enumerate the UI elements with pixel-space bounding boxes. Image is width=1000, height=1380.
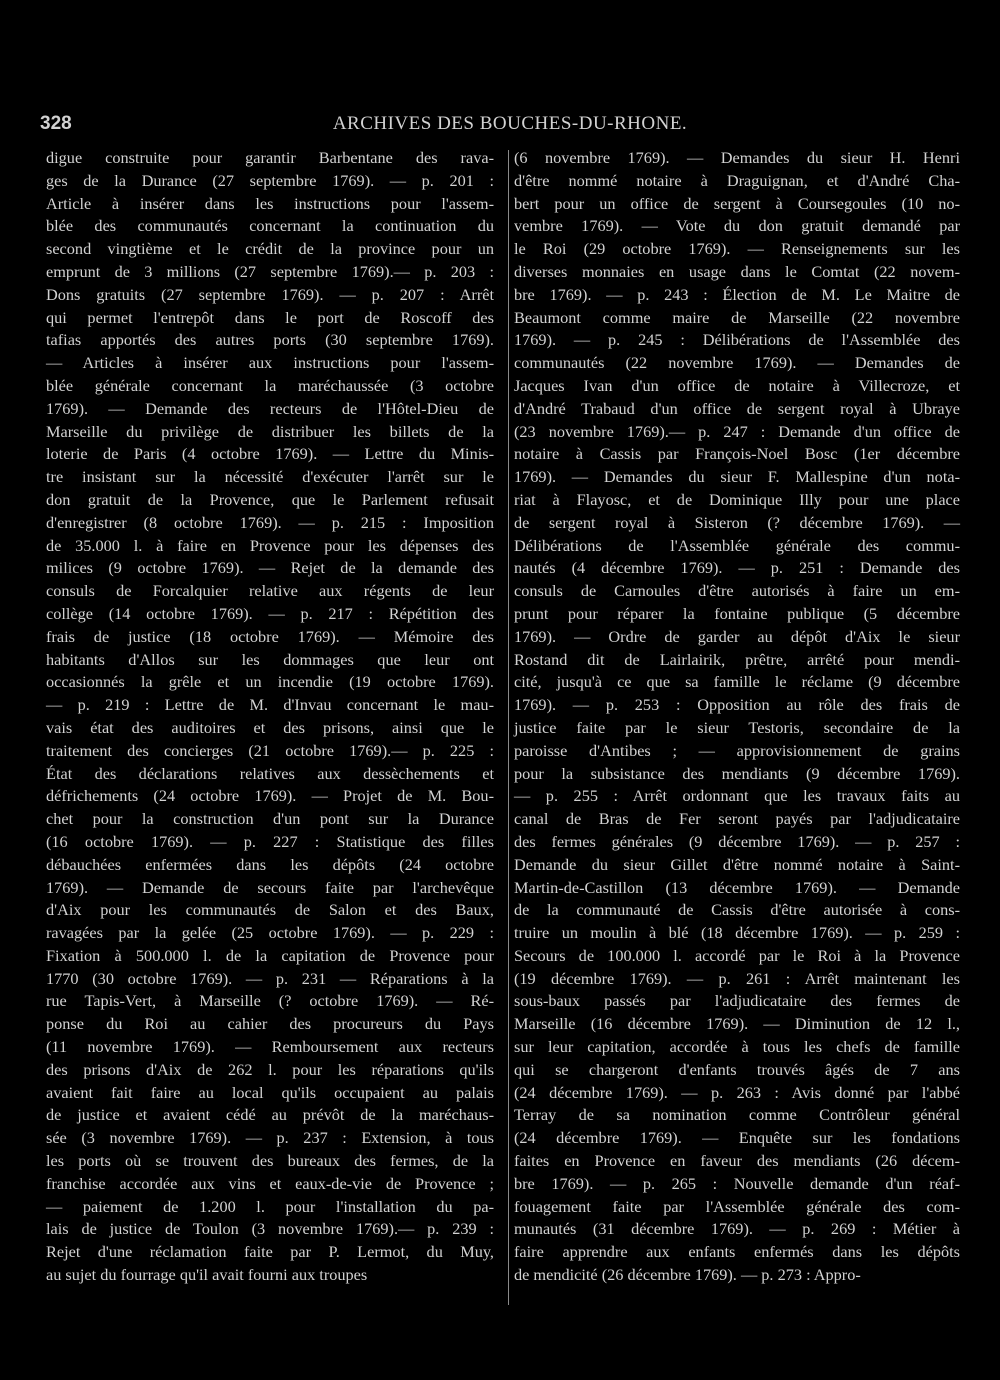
- left-column-line: Article à insérer dans les instructions pour l'assem-: [46, 193, 494, 213]
- right-column-line: faire apprendre aux enfants enfermés dans les dépôts: [514, 1242, 960, 1262]
- left-column-line: second vingtième et le crédit de la province pour un: [46, 239, 494, 259]
- right-column-line: (24 décembre 1769). — Enquête sur les fondations: [514, 1128, 960, 1148]
- right-column-line: Martin-de-Castillon (13 décembre 1769). — Demande: [514, 877, 960, 897]
- right-column-line: faites en Provence en faveur des mendiants (26 décem-: [514, 1151, 960, 1171]
- left-column-line: blée des communautés concernant la continuation du: [46, 216, 494, 236]
- right-column-line: des fermes générales (9 décembre 1769). — p. 257 :: [514, 831, 960, 851]
- left-column-line: 1770 (30 octobre 1769). — p. 231 — Réparations à la: [46, 968, 494, 988]
- right-column-line: 1769). — Demandes du sieur F. Mallespine d'un nota-: [514, 467, 960, 487]
- page-header: [40, 113, 980, 143]
- right-column-line: sous-baux passés par l'adjudicataire des fermes de: [514, 991, 960, 1011]
- left-column-line: collège (14 octobre 1769). — p. 217 : Répétition des: [46, 603, 494, 623]
- right-column-line: nautés (4 décembre 1769). — p. 251 : Demande des: [514, 558, 960, 578]
- left-column-line: occasionnés la grêle et un incendie (19 octobre 1769).: [46, 672, 494, 692]
- right-column-line: sur leur capitation, accordée à tous les chefs de famille: [514, 1037, 960, 1057]
- right-column-line: qui se chargeront d'enfants trouvés âgés de 7 ans: [514, 1059, 960, 1079]
- left-column-line: — paiement de 1.200 l. pour l'installation du pa-: [46, 1196, 494, 1216]
- right-column-line: riat à Flayosc, et de Dominique Illy pour une place: [514, 489, 960, 509]
- left-column-line: ges de la Durance (27 septembre 1769). — p. 201 :: [46, 170, 494, 190]
- right-column-line: de la communauté de Cassis d'être autorisée à cons-: [514, 900, 960, 920]
- right-column-line: — p. 255 : Arrêt ordonnant que les travaux faits au: [514, 786, 960, 806]
- left-column-line: sée (3 novembre 1769). — p. 237 : Extension, à tous: [46, 1128, 494, 1148]
- right-column-line: Jacques Ivan d'un office de notaire à Villecroze, et: [514, 375, 960, 395]
- right-column-line: cité, jusqu'à ce que sa famille le réclame (9 décembre: [514, 672, 960, 692]
- right-column-line: (6 novembre 1769). — Demandes du sieur H. Henri: [514, 148, 960, 167]
- left-column-line: — p. 219 : Lettre de M. d'Invau concernant le mau-: [46, 695, 494, 715]
- left-column-line: don gratuit de la Provence, que le Parlement refusait: [46, 489, 494, 509]
- right-column-line: paroisse d'Antibes ; — approvisionnement de grains: [514, 740, 960, 760]
- right-column-line: Secours de 100.000 l. accordé par le Roi à la Provence: [514, 945, 960, 965]
- left-column-line: de justice et avaient cédé au prévôt de la maréchaus-: [46, 1105, 494, 1125]
- right-column-line: consuls de Carnoules d'être autorisés à faire un em-: [514, 581, 960, 601]
- right-column-line: le Roi (29 octobre 1769). — Renseignements sur les: [514, 239, 960, 259]
- left-column-line: traitement des concierges (21 octobre 1769).— p. 225 :: [46, 740, 494, 760]
- right-column-line: (23 novembre 1769).— p. 247 : Demande d'un office de: [514, 421, 960, 441]
- left-column-line: habitants d'Allos sur les dommages que leur ont: [46, 649, 494, 669]
- left-column-line: débauchées enfermées dans les dépôts (24 octobre: [46, 854, 494, 874]
- right-column-line: Beaumont comme maire de Marseille (22 novembre: [514, 307, 960, 327]
- right-column-line: bert pour un office de sergent à Coursegoules (10 no-: [514, 193, 960, 213]
- right-column-line: communautés (22 novembre 1769). — Demandes de: [514, 353, 960, 373]
- left-column-line: Marseille du privilège de distribuer les billets de la: [46, 421, 494, 441]
- right-column-line: justice faite par le sieur Testoris, secondaire de la: [514, 717, 960, 737]
- right-column-line: Marseille (16 décembre 1769). — Diminution de 12 l.,: [514, 1014, 960, 1034]
- right-column-line: (19 décembre 1769). — p. 261 : Arrêt maintenant les: [514, 968, 960, 988]
- right-column-line: munautés (31 décembre 1769). — p. 269 : Métier à: [514, 1219, 960, 1239]
- left-column-line: — Articles à insérer aux instructions pour l'assem-: [46, 353, 494, 373]
- right-column-line: 1769). — p. 253 : Opposition au rôle des frais de: [514, 695, 960, 715]
- left-column-line: d'enregistrer (8 octobre 1769). — p. 215 : Imposition: [46, 512, 494, 532]
- right-column-line: de mendicité (26 décembre 1769). — p. 273 : Appro-: [514, 1265, 861, 1285]
- left-column-line: (16 octobre 1769). — p. 227 : Statistique des filles: [46, 831, 494, 851]
- left-column-line: ponse du Roi au cahier des procureurs du Pays: [46, 1014, 494, 1034]
- left-column-line: chet pour la construction d'un pont sur la Durance: [46, 809, 494, 829]
- left-column-line: État des déclarations relatives aux dessèchements et: [46, 763, 494, 783]
- right-column-line: diverses monnaies en usage dans le Comtat (22 novem-: [514, 261, 960, 281]
- left-column-line: milices (9 octobre 1769). — Rejet de la demande des: [46, 558, 494, 578]
- left-column-line: Rejet d'une réclamation faite par P. Lermot, du Muy,: [46, 1242, 494, 1262]
- left-column-line: lais de justice de Toulon (3 novembre 1769).— p. 239 :: [46, 1219, 494, 1239]
- right-column-line: fouagement faite par l'Assemblée générale des com-: [514, 1196, 960, 1216]
- right-column-line: Rostand dit de Lairlairik, prêtre, arrêté pour mendi-: [514, 649, 960, 669]
- right-column: [514, 147, 960, 1287]
- right-column-line: 1769). — Ordre de garder au dépôt d'Aix le sieur: [514, 626, 960, 646]
- left-column-line: les ports où se trouvent des bureaux des fermes, de la: [46, 1151, 494, 1171]
- left-column-line: blée générale concernant la maréchaussée (3 octobre: [46, 375, 494, 395]
- right-column-line: de sergent royal à Sisteron (? décembre 1769). —: [514, 512, 960, 532]
- left-column-line: Fixation à 500.000 l. de la capitation de Provence pour: [46, 945, 494, 965]
- left-column-line: Dons gratuits (27 septembre 1769). — p. 207 : Arrêt: [46, 284, 494, 304]
- left-column-line: au sujet du fourrage qu'il avait fourni aux troupes: [46, 1265, 368, 1285]
- right-column-line: Terray de sa nomination comme Contrôleur général: [514, 1105, 960, 1125]
- left-column-line: qui permet l'entrepôt dans le port de Roscoff des: [46, 307, 494, 327]
- right-column-line: vembre 1769). — Vote du don gratuit demandé par: [514, 216, 960, 236]
- left-column-line: vais état des auditoires et des prisons, ainsi que le: [46, 717, 494, 737]
- right-column-line: (24 décembre 1769). — p. 263 : Avis donné par l'abbé: [514, 1082, 960, 1102]
- left-column-line: tre insistant sur la nécessité d'exécuter l'arrêt sur le: [46, 467, 494, 487]
- right-column-line: bre 1769). — p. 243 : Élection de M. Le Maitre de: [514, 284, 960, 304]
- left-column-line: digue construite pour garantir Barbentane des rava-: [46, 148, 494, 167]
- page-number: 328: [40, 113, 72, 134]
- left-column-line: rue Tapis-Vert, à Marseille (? octobre 1769). — Ré-: [46, 991, 494, 1011]
- left-column-line: ravagées par la gelée (25 octobre 1769). — p. 229 :: [46, 923, 494, 943]
- left-column-line: (11 novembre 1769). — Remboursement aux recteurs: [46, 1037, 494, 1057]
- left-column-line: frais de justice (18 octobre 1769). — Mémoire des: [46, 626, 494, 646]
- right-column-line: pour la subsistance des mendiants (9 décembre 1769).: [514, 763, 960, 783]
- right-column-line: 1769). — p. 245 : Délibérations de l'Assemblée des: [514, 330, 960, 350]
- left-column-line: avaient fait faire au local qu'ils occupaient au palais: [46, 1082, 494, 1102]
- left-column-line: tafias apportés des autres ports (30 septembre 1769).: [46, 330, 494, 350]
- right-column-line: truire un moulin à blé (18 décembre 1769). — p. 259 :: [514, 923, 960, 943]
- left-column-line: des prisons d'Aix de 262 l. pour les réparations qu'ils: [46, 1059, 494, 1079]
- left-column-line: de 35.000 l. à faire en Provence pour les dépenses des: [46, 535, 494, 555]
- column-divider: [508, 150, 509, 1305]
- right-column-line: Délibérations de l'Assemblée générale des commu-: [514, 535, 960, 555]
- right-column-line: d'être nommé notaire à Draguignan, et d'André Cha-: [514, 170, 960, 190]
- left-column-line: 1769). — Demande de secours faite par l'archevêque: [46, 877, 494, 897]
- right-column-line: canal de Bras de Fer seront payés par l'adjudicataire: [514, 809, 960, 829]
- left-column-line: d'Aix pour les communautés de Salon et des Baux,: [46, 900, 494, 920]
- right-column-line: d'André Trabaud d'un office de sergent royal à Ubraye: [514, 398, 960, 418]
- left-column-line: consuls de Forcalquier relative aux régents de leur: [46, 581, 494, 601]
- left-column-line: loterie de Paris (4 octobre 1769). — Lettre du Minis-: [46, 444, 494, 464]
- right-column-line: notaire à Cassis par François-Noel Bosc (1er décembre: [514, 444, 960, 464]
- running-title: ARCHIVES DES BOUCHES-DU-RHONE.: [332, 113, 688, 134]
- left-column-line: 1769). — Demande des recteurs de l'Hôtel-Dieu de: [46, 398, 494, 418]
- left-column-line: emprunt de 3 millions (27 septembre 1769).— p. 203 :: [46, 261, 494, 281]
- left-column-line: défrichements (24 octobre 1769). — Projet de M. Bou-: [46, 786, 494, 806]
- left-column-line: franchise accordée aux vins et eaux-de-vie de Provence ;: [46, 1173, 494, 1193]
- right-column-line: bre 1769). — p. 265 : Nouvelle demande d'un réaf-: [514, 1173, 960, 1193]
- right-column-line: Demande du sieur Gillet d'être nommé notaire à Saint-: [514, 854, 960, 874]
- right-column-line: prunt pour réparer la fontaine publique (5 décembre: [514, 603, 960, 623]
- left-column: [46, 147, 494, 1287]
